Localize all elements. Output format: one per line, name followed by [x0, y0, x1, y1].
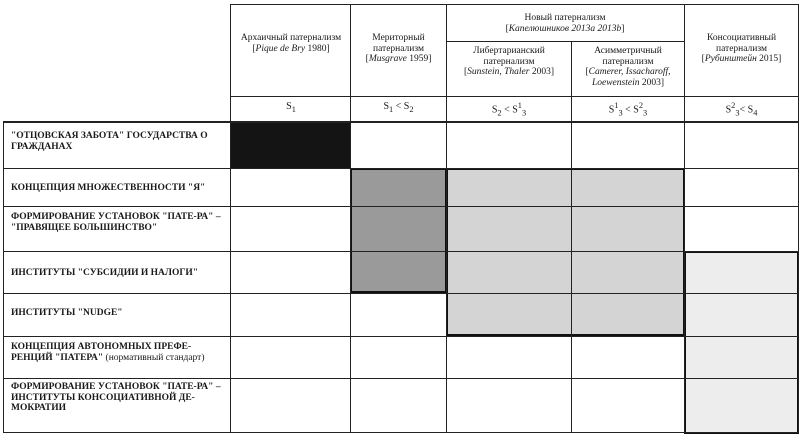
grid-line	[3, 121, 799, 123]
row-label-subsidies: ИНСТИТУТЫ "СУБСИДИИ И НАЛОГИ"	[11, 268, 199, 278]
cell-meritoric-block	[350, 168, 447, 293]
subscript-s1-s2: $S_1 < S_2$	[383, 101, 414, 114]
grid-line	[230, 4, 231, 433]
grid-line	[230, 4, 799, 5]
group-header-new-paternalism: Новый патернализм [Капелюшников 2013а 2013b]	[505, 13, 625, 34]
grid-line	[3, 251, 799, 252]
grid-line	[350, 4, 351, 433]
cell-new-paternalism-block	[446, 168, 685, 336]
grid-line	[230, 96, 799, 97]
grid-line	[447, 41, 684, 42]
grid-line	[3, 168, 799, 169]
subscript-s23-s4: $S^2_3< S_4$	[725, 101, 758, 118]
grid-line	[3, 121, 4, 433]
col-header-archaic: Архаичный патернализм [Pique de Bry 1980]	[240, 33, 342, 54]
cell-archaic-fatherly-care	[230, 122, 351, 168]
subscript-s3p-s3: $S^1_3 < S^2_3$	[608, 101, 648, 118]
col-header-consociative: Консоциативный патернализм [Рубинштейн 2015]	[701, 33, 782, 64]
grid-line	[798, 4, 799, 433]
subscript-s1: $S_1$	[286, 101, 296, 114]
row-label-multiple-self: КОНЦЕПЦИЯ МНОЖЕСТВЕННОСТИ "Я"	[11, 183, 206, 193]
row-label-nudge: ИНСТИТУТЫ "NUDGE"	[11, 308, 123, 318]
col-header-asymmetric: Асимметричный патернализм [Camerer, Issacharoff, Loewenstein 2003]	[585, 46, 671, 88]
cell-consociative-block	[684, 251, 799, 434]
col-header-libertarian: Либертарианский патернализм [Sunstein, Thaler 2003]	[464, 46, 554, 77]
row-label-fatherly-care: "ОТЦОВСКАЯ ЗАБОТА" ГОСУДАРСТВА О ГРАЖДАНАХ	[11, 131, 208, 152]
grid-line	[3, 206, 799, 207]
grid-line	[446, 4, 447, 433]
grid-line	[3, 378, 799, 379]
grid-line	[3, 293, 799, 294]
subscript-s2-s3p: $S_2 < S^1_3$	[491, 101, 527, 118]
row-label-consociative-democracy: ФОРМИРОВАНИЕ УСТАНОВОК "ПАТЕ-РА" – ИНСТИТУТЫ КОНСОЦИАТИВНОЙ ДЕ-МОКРАТИИ	[11, 382, 221, 413]
grid-line	[3, 432, 799, 433]
grid-line	[3, 336, 799, 337]
row-label-autonomous-preferences: КОНЦЕПЦИЯ АВТОНОМНЫХ ПРЕФЕ-РЕНЦИЙ "ПАТЕРА" (нормативный стандарт)	[11, 342, 205, 363]
grid-line	[684, 4, 685, 433]
col-header-meritoric: Мериторный патернализм [Musgrave 1959]	[365, 33, 432, 64]
row-label-majority: ФОРМИРОВАНИЕ УСТАНОВОК "ПАТЕ-РА" – "ПРАВЯЩЕЕ БОЛЬШИНСТВО"	[11, 212, 221, 233]
grid-line	[571, 41, 572, 433]
